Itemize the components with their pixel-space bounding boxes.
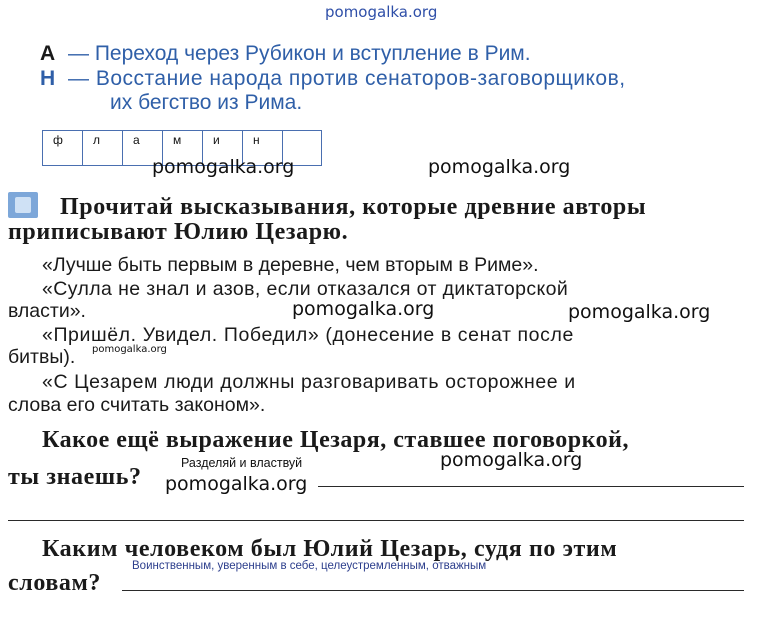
answer-line <box>122 590 744 591</box>
answer-n-letter: Н <box>40 67 56 90</box>
word-cell: ф <box>43 131 83 165</box>
task-icon <box>8 192 38 218</box>
quote-4-line-1: «С Цезарем люди должны разговаривать осторожнее и <box>42 371 576 393</box>
question-1-line-2: ты знаешь? <box>8 464 142 490</box>
word-cell: и <box>203 131 243 165</box>
word-cell: н <box>243 131 283 165</box>
watermark: pomogalka.org <box>165 473 308 495</box>
question-1-answer: Разделяй и властвуй <box>181 456 303 470</box>
question-2-line-1: Каким человеком был Юлий Цезарь, судя по этим <box>42 536 618 562</box>
quote-3-line-2: битвы). <box>8 346 76 368</box>
answer-n-text: — Восстание народа против сенаторов-заговорщиков, <box>68 67 626 90</box>
watermark: pomogalka.org <box>92 344 167 355</box>
answer-a-text: — Переход через Рубикон и вступление в Рим. <box>68 42 531 65</box>
site-header: pomogalka.org <box>325 3 438 21</box>
watermark: pomogalka.org <box>440 449 583 471</box>
quote-4-line-2: слова его считать законом». <box>8 394 266 416</box>
answer-n-text-2: их бегство из Рима. <box>110 91 303 114</box>
watermark: pomogalka.org <box>152 156 295 178</box>
answer-line <box>8 520 744 521</box>
question-2-line-2: словам? <box>8 570 102 596</box>
question-1-line-1: Какое ещё выражение Цезаря, ставшее поговоркой, <box>42 427 629 453</box>
quote-1: «Лучше быть первым в деревне, чем вторым в Риме». <box>42 254 539 276</box>
answer-a-letter: А <box>40 42 56 65</box>
watermark: pomogalka.org <box>568 301 711 323</box>
question-2-answer: Воинственным, уверенным в себе, целеустремленным, отважным <box>132 560 487 572</box>
quote-3-line-1: «Пришёл. Увидел. Победил» (донесение в сенат после <box>42 324 574 346</box>
task-line-2: приписывают Юлию Цезарю. <box>8 219 349 245</box>
word-cell: м <box>163 131 203 165</box>
answer-line <box>318 486 744 487</box>
task-line-1: Прочитай высказывания, которые древние авторы <box>60 194 647 220</box>
word-cell: а <box>123 131 163 165</box>
watermark: pomogalka.org <box>428 156 571 178</box>
word-cell: л <box>83 131 123 165</box>
quote-2-line-2: власти». <box>8 300 86 322</box>
watermark: pomogalka.org <box>292 298 435 320</box>
quote-2-line-1: «Сулла не знал и азов, если отказался от диктаторской <box>42 278 569 300</box>
